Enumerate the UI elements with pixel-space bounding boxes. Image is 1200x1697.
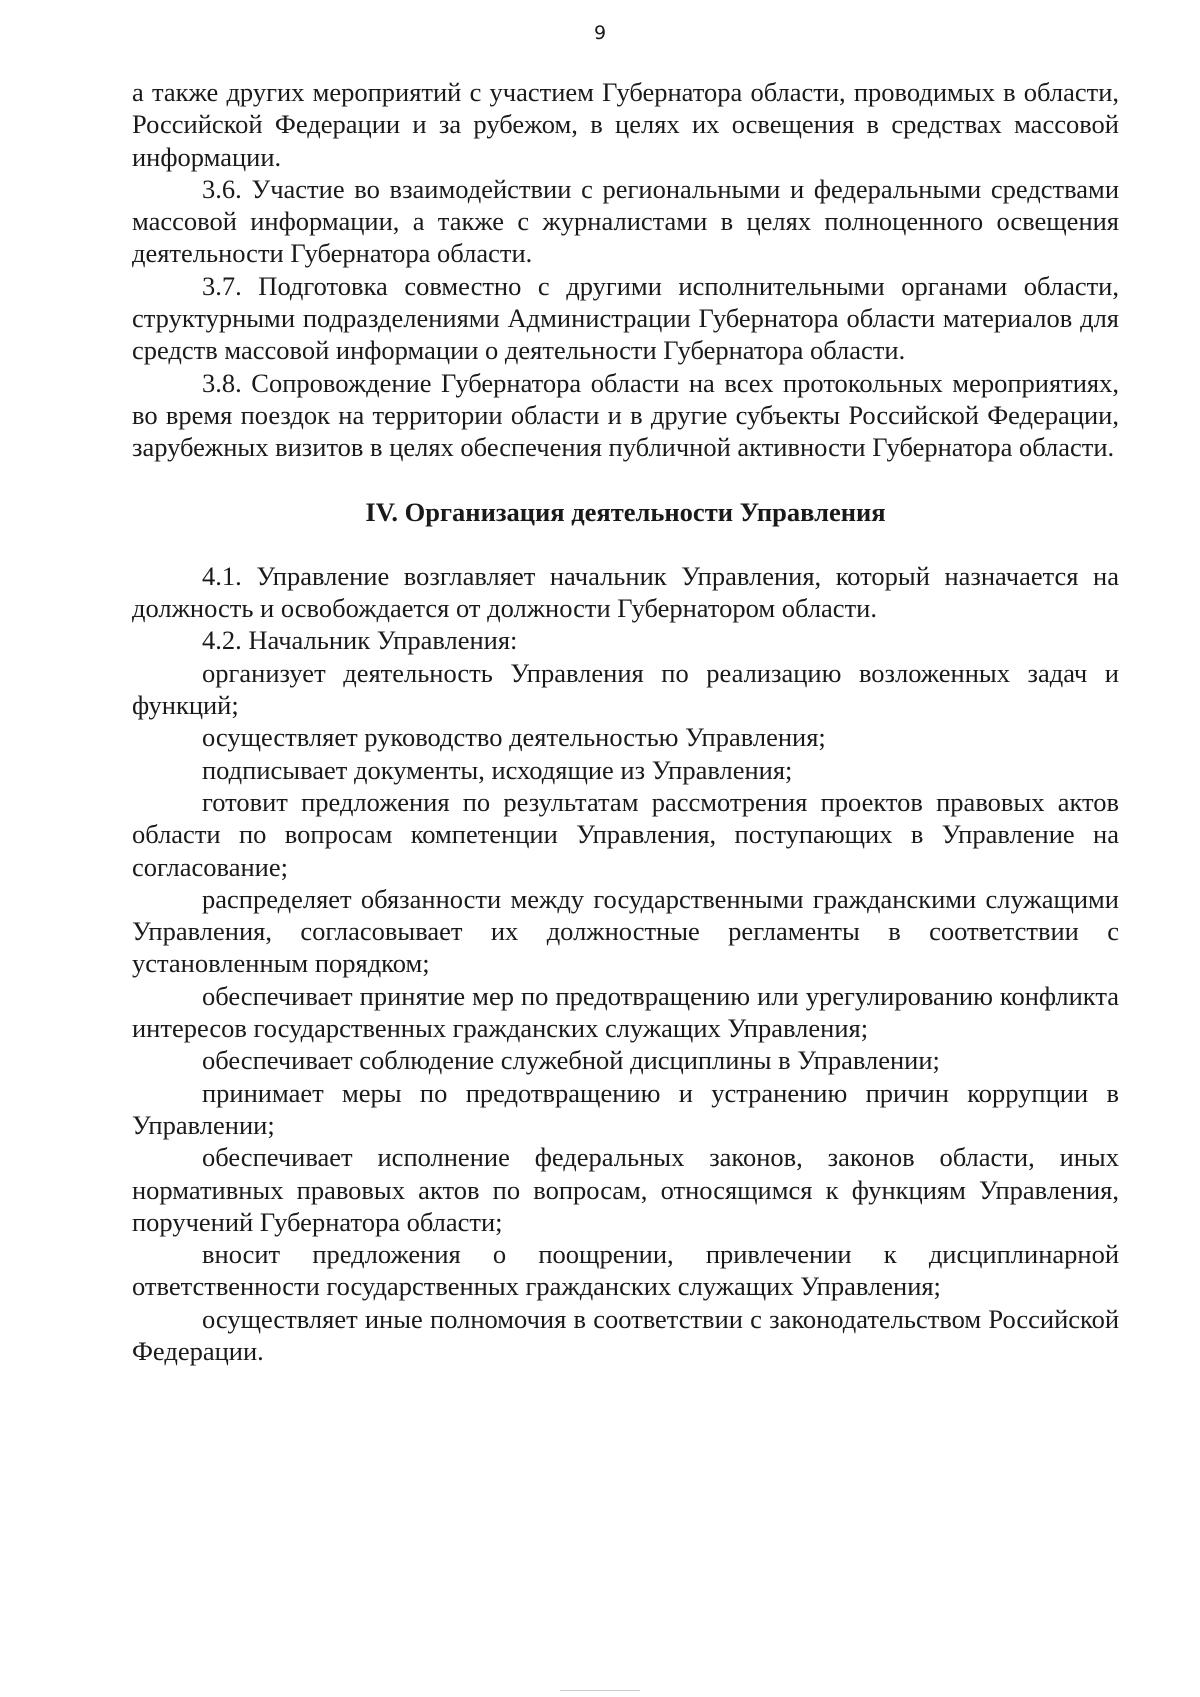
list-item: обеспечивает исполнение федеральных законов, законов области, иных нормативных правовых актов по вопросам, относящимся к функциям Управления, поручений Губернатора области; bbox=[132, 1142, 1119, 1237]
list-item: осуществляет руководство деятельностью Управления; bbox=[202, 722, 826, 753]
list-item: обеспечивает принятие мер по предотвращению или урегулированию конфликта интересов государственных гражданских служащих Управления; bbox=[132, 980, 1119, 1044]
section-heading: IV. Организация деятельности Управления bbox=[365, 496, 886, 527]
paragraph: 3.8. Сопровождение Губернатора области на всех протокольных мероприятиях, во время поездок на территории области и в другие субъекты Российской Федерации, зарубежных визитов в целях обеспечения публичной активности Губернатора области. bbox=[132, 367, 1119, 463]
page-number: 9 bbox=[593, 22, 607, 44]
paragraph: 4.2. Начальник Управления: bbox=[202, 625, 518, 656]
list-item: распределяет обязанности между государственными гражданскими служащими Управления, согласовывает их должностные регламенты в соответствии с установленным порядком; bbox=[132, 883, 1119, 979]
paragraph: а также других мероприятий с участием Губернатора области, проводимых в области, Российской Федерации и за рубежом, в целях их освещения в средствах массовой информации. bbox=[132, 77, 1119, 172]
list-item: вносит предложения о поощрении, привлечении к дисциплинарной ответственности государственных гражданских служащих Управления; bbox=[132, 1239, 1119, 1302]
list-item: готовит предложения по результатам рассмотрения проектов правовых актов области по вопросам компетенции Управления, поступающих в Управление на согласование; bbox=[132, 786, 1119, 882]
list-item: обеспечивает соблюдение служебной дисциплины в Управлении; bbox=[202, 1045, 940, 1076]
list-item: осуществляет иные полномочия в соответствии с законодательством Российской Федерации. bbox=[132, 1303, 1119, 1366]
document-body bbox=[132, 76, 1119, 1367]
scan-artifact-bottom bbox=[560, 1690, 640, 1691]
list-item: организует деятельность Управления по реализацию возложенных задач и функций; bbox=[132, 657, 1119, 721]
list-item: подписывает документы, исходящие из Управления; bbox=[202, 754, 793, 785]
paragraph: 3.6. Участие во взаимодействии с региональными и федеральными средствами массовой информации, а также с журналистами в целях полноценного освещения деятельности Губернатора области. bbox=[132, 173, 1119, 269]
paragraph: 4.1. Управление возглавляет начальник Управления, который назначается на должность и освобождается от должности Губернатором области. bbox=[132, 560, 1119, 624]
paragraph: 3.7. Подготовка совместно с другими исполнительными органами области, структурными подразделениями Администрации Губернатора области материалов для средств массовой информации о деятельности Губернатора области. bbox=[132, 270, 1119, 366]
list-item: принимает меры по предотвращению и устранению причин коррупции в Управлении; bbox=[132, 1077, 1119, 1140]
